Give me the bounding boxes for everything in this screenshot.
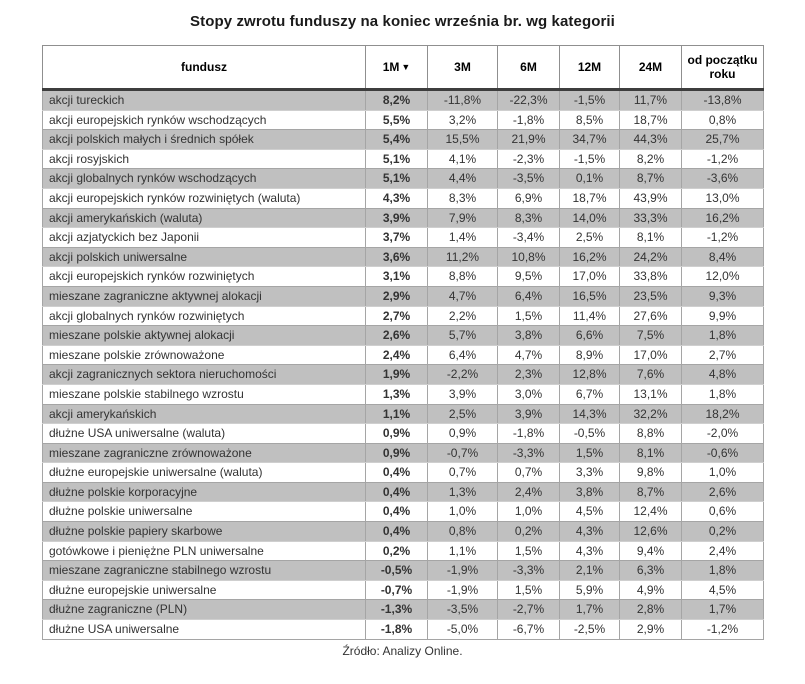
return-value-cell: -2,7% [498,600,560,620]
table-row [43,443,764,463]
fund-category-cell: akcji zagranicznych sektora nieruchomości [43,365,366,385]
return-value-cell: -2,3% [498,149,560,169]
return-value-cell: -1,3% [366,600,428,620]
table-row [43,580,764,600]
return-value-cell: 8,3% [498,208,560,228]
return-value-cell: 1,0% [428,502,498,522]
return-value-cell: 43,9% [620,188,682,208]
table-row [43,365,764,385]
return-value-cell: 13,0% [682,188,764,208]
return-value-cell: 8,7% [620,482,682,502]
return-value-cell: 2,5% [428,404,498,424]
return-value-cell: 0,9% [366,424,428,444]
column-header-ytd[interactable] [682,46,764,90]
return-value-cell: 4,3% [560,541,620,561]
return-value-cell: 1,3% [366,384,428,404]
return-value-cell: 24,2% [620,247,682,267]
return-value-cell: 4,5% [560,502,620,522]
return-value-cell: 4,7% [498,345,560,365]
table-row [43,286,764,306]
return-value-cell: 0,4% [366,482,428,502]
return-value-cell: 4,8% [682,365,764,385]
return-value-cell: -22,3% [498,90,560,111]
return-value-cell: -1,8% [366,620,428,640]
table-row [43,541,764,561]
fund-category-cell: dłużne polskie korporacyjne [43,482,366,502]
fund-category-cell: dłużne europejskie uniwersalne (waluta) [43,463,366,483]
return-value-cell: 3,9% [366,208,428,228]
returns-table [42,45,764,640]
return-value-cell: 2,9% [366,286,428,306]
return-value-cell: 8,1% [620,228,682,248]
return-value-cell: -1,2% [682,228,764,248]
return-value-cell: 1,8% [682,561,764,581]
return-value-cell: 6,7% [560,384,620,404]
return-value-cell: 4,4% [428,169,498,189]
table-row [43,482,764,502]
table-row [43,169,764,189]
return-value-cell: 4,5% [682,580,764,600]
return-value-cell: 4,3% [560,522,620,542]
return-value-cell: -1,8% [498,110,560,130]
return-value-cell: -1,9% [428,580,498,600]
return-value-cell: 9,4% [620,541,682,561]
column-label: 24M [638,59,663,74]
fund-category-cell: mieszane polskie stabilnego wzrostu [43,384,366,404]
return-value-cell: 9,5% [498,267,560,287]
return-value-cell: 2,3% [498,365,560,385]
table-row [43,561,764,581]
return-value-cell: 0,9% [428,424,498,444]
return-value-cell: 0,2% [682,522,764,542]
return-value-cell: 1,9% [366,365,428,385]
column-label: 3M [454,59,471,74]
column-label: fundusz [181,59,227,74]
table-row [43,502,764,522]
return-value-cell: 15,5% [428,130,498,150]
return-value-cell: 7,9% [428,208,498,228]
fund-category-cell: akcji europejskich rynków rozwiniętych [43,267,366,287]
return-value-cell: -1,9% [428,561,498,581]
return-value-cell: 5,5% [366,110,428,130]
return-value-cell: 14,3% [560,404,620,424]
return-value-cell: 0,6% [682,502,764,522]
return-value-cell: 14,0% [560,208,620,228]
return-value-cell: 1,0% [682,463,764,483]
fund-category-cell: akcji europejskich rynków wschodzących [43,110,366,130]
return-value-cell: 1,5% [498,580,560,600]
return-value-cell: 5,1% [366,149,428,169]
return-value-cell: -13,8% [682,90,764,111]
return-value-cell: 3,9% [498,404,560,424]
fund-category-cell: gotówkowe i pieniężne PLN uniwersalne [43,541,366,561]
column-header-fundusz[interactable] [43,46,366,90]
fund-category-cell: dłużne polskie papiery skarbowe [43,522,366,542]
return-value-cell: 44,3% [620,130,682,150]
return-value-cell: 0,4% [366,463,428,483]
table-row [43,424,764,444]
return-value-cell: 2,6% [682,482,764,502]
return-value-cell: 12,0% [682,267,764,287]
return-value-cell: 0,4% [366,502,428,522]
return-value-cell: 8,2% [620,149,682,169]
table-body [43,90,764,640]
return-value-cell: 5,1% [366,169,428,189]
return-value-cell: 6,6% [560,326,620,346]
table-row [43,90,764,111]
fund-category-cell: mieszane zagraniczne zrównoważone [43,443,366,463]
return-value-cell: 4,7% [428,286,498,306]
return-value-cell: 2,8% [620,600,682,620]
return-value-cell: 0,7% [498,463,560,483]
column-label: od początku roku [687,52,758,81]
return-value-cell: -0,5% [560,424,620,444]
table-row [43,247,764,267]
return-value-cell: 18,7% [620,110,682,130]
fund-category-cell: akcji amerykańskich (waluta) [43,208,366,228]
return-value-cell: -3,6% [682,169,764,189]
table-header [43,46,764,90]
return-value-cell: -2,0% [682,424,764,444]
fund-category-cell: mieszane zagraniczne stabilnego wzrostu [43,561,366,581]
return-value-cell: 6,4% [428,345,498,365]
return-value-cell: 21,9% [498,130,560,150]
return-value-cell: 1,8% [682,326,764,346]
return-value-cell: -1,5% [560,90,620,111]
return-value-cell: 1,3% [428,482,498,502]
return-value-cell: 3,3% [560,463,620,483]
table-row [43,267,764,287]
return-value-cell: 3,8% [498,326,560,346]
return-value-cell: 5,9% [560,580,620,600]
return-value-cell: 2,9% [620,620,682,640]
sort-descending-icon: ▼ [401,61,411,72]
return-value-cell: 1,1% [428,541,498,561]
return-value-cell: 33,8% [620,267,682,287]
fund-category-cell: mieszane zagraniczne aktywnej alokacji [43,286,366,306]
return-value-cell: 2,7% [366,306,428,326]
fund-category-cell: akcji europejskich rynków rozwiniętych (waluta) [43,188,366,208]
return-value-cell: 9,9% [682,306,764,326]
return-value-cell: 2,2% [428,306,498,326]
return-value-cell: -3,3% [498,561,560,581]
fund-category-cell: dłużne europejskie uniwersalne [43,580,366,600]
return-value-cell: 12,4% [620,502,682,522]
table-row [43,149,764,169]
fund-category-cell: dłużne polskie uniwersalne [43,502,366,522]
return-value-cell: 0,1% [560,169,620,189]
return-value-cell: 27,6% [620,306,682,326]
return-value-cell: -2,5% [560,620,620,640]
return-value-cell: 12,6% [620,522,682,542]
return-value-cell: 8,5% [560,110,620,130]
fund-category-cell: akcji tureckich [43,90,366,111]
return-value-cell: -1,2% [682,149,764,169]
return-value-cell: 0,9% [366,443,428,463]
return-value-cell: -0,5% [366,561,428,581]
table-row [43,110,764,130]
return-value-cell: 2,5% [560,228,620,248]
return-value-cell: 0,4% [366,522,428,542]
return-value-cell: 16,2% [560,247,620,267]
return-value-cell: 1,7% [682,600,764,620]
return-value-cell: 3,8% [560,482,620,502]
fund-category-cell: akcji globalnych rynków wschodzących [43,169,366,189]
return-value-cell: 2,7% [682,345,764,365]
fund-category-cell: akcji amerykańskich [43,404,366,424]
return-value-cell: 11,4% [560,306,620,326]
fund-category-cell: akcji rosyjskich [43,149,366,169]
return-value-cell: -3,5% [428,600,498,620]
table-row [43,463,764,483]
column-header-6m[interactable] [498,46,560,90]
return-value-cell: 10,8% [498,247,560,267]
table-row [43,345,764,365]
return-value-cell: 9,3% [682,286,764,306]
return-value-cell: -3,5% [498,169,560,189]
return-value-cell: -1,2% [682,620,764,640]
return-value-cell: 12,8% [560,365,620,385]
return-value-cell: 3,7% [366,228,428,248]
return-value-cell: 2,6% [366,326,428,346]
table-row [43,620,764,640]
return-value-cell: 3,6% [366,247,428,267]
return-value-cell: 32,2% [620,404,682,424]
return-value-cell: 1,7% [560,600,620,620]
return-value-cell: 1,5% [560,443,620,463]
return-value-cell: 0,2% [366,541,428,561]
return-value-cell: 3,2% [428,110,498,130]
return-value-cell: -6,7% [498,620,560,640]
column-header-1m[interactable] [366,46,428,90]
fund-category-cell: dłużne zagraniczne (PLN) [43,600,366,620]
return-value-cell: 0,7% [428,463,498,483]
return-value-cell: 17,0% [620,345,682,365]
column-header-3m[interactable] [428,46,498,90]
table-row [43,306,764,326]
return-value-cell: 3,0% [498,384,560,404]
return-value-cell: -1,5% [560,149,620,169]
fund-category-cell: dłużne USA uniwersalne [43,620,366,640]
table-row [43,208,764,228]
fund-category-cell: dłużne USA uniwersalne (waluta) [43,424,366,444]
fund-category-cell: akcji polskich małych i średnich spółek [43,130,366,150]
return-value-cell: 16,2% [682,208,764,228]
fund-category-cell: mieszane polskie zrównoważone [43,345,366,365]
return-value-cell: 1,1% [366,404,428,424]
return-value-cell: 0,2% [498,522,560,542]
returns-table-container [42,45,763,640]
return-value-cell: 8,1% [620,443,682,463]
column-label: 1M [382,59,400,74]
source-note: Źródło: Analizy Online. [342,643,463,658]
fund-category-cell: akcji globalnych rynków rozwiniętych [43,306,366,326]
return-value-cell: 8,2% [366,90,428,111]
fund-category-cell: akcji polskich uniwersalne [43,247,366,267]
return-value-cell: 34,7% [560,130,620,150]
return-value-cell: 13,1% [620,384,682,404]
table-row [43,228,764,248]
header-row [43,46,764,90]
return-value-cell: 2,4% [682,541,764,561]
return-value-cell: 16,5% [560,286,620,306]
return-value-cell: 3,1% [366,267,428,287]
return-value-cell: 1,4% [428,228,498,248]
return-value-cell: 8,9% [560,345,620,365]
return-value-cell: 4,1% [428,149,498,169]
return-value-cell: 2,1% [560,561,620,581]
page-title: Stopy zwrotu funduszy na koniec września br. wg kategorii [190,13,615,30]
return-value-cell: 1,0% [498,502,560,522]
return-value-cell: -0,6% [682,443,764,463]
table-row [43,326,764,346]
return-value-cell: 1,5% [498,541,560,561]
return-value-cell: 11,2% [428,247,498,267]
return-value-cell: 5,7% [428,326,498,346]
return-value-cell: 1,5% [498,306,560,326]
return-value-cell: 17,0% [560,267,620,287]
fund-category-cell: akcji azjatyckich bez Japonii [43,228,366,248]
return-value-cell: 4,9% [620,580,682,600]
table-row [43,188,764,208]
return-value-cell: 1,8% [682,384,764,404]
return-value-cell: 5,4% [366,130,428,150]
return-value-cell: 8,8% [620,424,682,444]
return-value-cell: 25,7% [682,130,764,150]
column-label: 12M [577,59,602,74]
return-value-cell: -11,8% [428,90,498,111]
return-value-cell: 3,9% [428,384,498,404]
return-value-cell: -3,3% [498,443,560,463]
table-row [43,384,764,404]
return-value-cell: 0,8% [682,110,764,130]
return-value-cell: 0,8% [428,522,498,542]
fund-category-cell: mieszane polskie aktywnej alokacji [43,326,366,346]
return-value-cell: 8,8% [428,267,498,287]
return-value-cell: -0,7% [428,443,498,463]
table-row [43,404,764,424]
table-row [43,600,764,620]
return-value-cell: 11,7% [620,90,682,111]
column-header-12m[interactable] [560,46,620,90]
column-header-24m[interactable] [620,46,682,90]
return-value-cell: 6,3% [620,561,682,581]
return-value-cell: 8,7% [620,169,682,189]
return-value-cell: 8,3% [428,188,498,208]
return-value-cell: 8,4% [682,247,764,267]
return-value-cell: 6,4% [498,286,560,306]
table-row [43,130,764,150]
return-value-cell: 2,4% [498,482,560,502]
return-value-cell: 6,9% [498,188,560,208]
return-value-cell: 18,7% [560,188,620,208]
return-value-cell: 7,5% [620,326,682,346]
return-value-cell: 2,4% [366,345,428,365]
column-label: 6M [520,59,537,74]
return-value-cell: 18,2% [682,404,764,424]
return-value-cell: -1,8% [498,424,560,444]
return-value-cell: -5,0% [428,620,498,640]
table-row [43,522,764,542]
return-value-cell: -3,4% [498,228,560,248]
return-value-cell: 7,6% [620,365,682,385]
return-value-cell: 33,3% [620,208,682,228]
return-value-cell: 23,5% [620,286,682,306]
return-value-cell: -2,2% [428,365,498,385]
return-value-cell: -0,7% [366,580,428,600]
return-value-cell: 4,3% [366,188,428,208]
return-value-cell: 9,8% [620,463,682,483]
